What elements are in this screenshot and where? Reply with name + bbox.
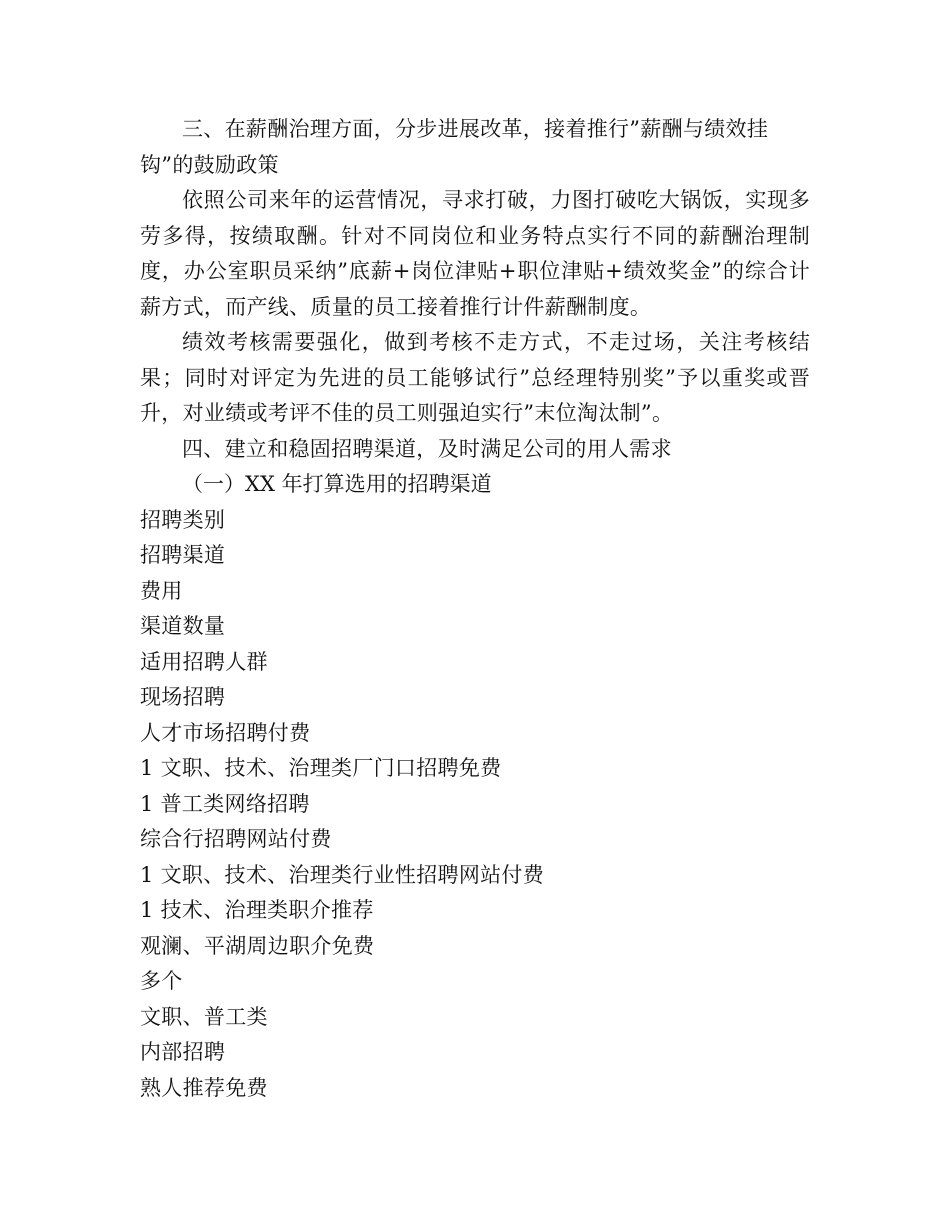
list-item: 1 普工类网络招聘 xyxy=(140,791,310,816)
section-4-heading: 四、建立和稳固招聘渠道，及时满足公司的用人需求 xyxy=(182,436,672,461)
list-item: 1 文职、技术、治理类厂门口招聘免费 xyxy=(140,756,502,780)
list-item: 现场招聘 xyxy=(140,685,226,709)
list-item: 1 技术、治理类职介推荐 xyxy=(140,898,374,922)
list-item: 熟人推荐免费 xyxy=(140,1075,268,1100)
list-item: 费用 xyxy=(140,578,183,603)
list-item: 内部招聘 xyxy=(140,1040,226,1064)
list-item: 多个 xyxy=(140,969,183,993)
section-3-paragraph-2: 绩效考核需要强化，做到考核不走方式，不走过场，关注考核结果；同时对评定为先进的员工能够试行”总经理特别奖”予以重奖或晋升，对业绩或考评不佳的员工则强迫实行”末位淘汰制”。 xyxy=(140,330,810,425)
recruitment-channel-list xyxy=(140,503,810,1107)
list-item: 文职、普工类 xyxy=(140,1004,268,1029)
list-item: 招聘渠道 xyxy=(140,543,226,567)
section-3-heading: 三、在薪酬治理方面，分步进展改革，接着推行”薪酬与绩效挂钩”的鼓励政策 xyxy=(140,117,769,177)
section-4-subheading: （一）XX 年打算选用的招聘渠道 xyxy=(182,472,492,496)
list-item: 1 文职、技术、治理类行业性招聘网站付费 xyxy=(140,862,545,887)
list-item: 综合行招聘网站付费 xyxy=(140,827,332,851)
list-item: 观澜、平湖周边职介免费 xyxy=(140,933,375,958)
list-item: 渠道数量 xyxy=(140,614,226,638)
list-item: 适用招聘人群 xyxy=(140,649,268,674)
list-item: 招聘类别 xyxy=(140,507,226,532)
section-3-paragraph-1: 依照公司来年的运营情况，寻求打破，力图打破吃大锅饭，实现多劳多得，按绩取酬。针对不同岗位和业务特点实行不同的薪酬治理制度，办公室职员采纳”底薪+岗位津贴+职位津贴+绩效奖金”的综合计薪方式，而产线、质量的员工接着推行计件薪酬制度。 xyxy=(140,188,810,319)
list-item: 人才市场招聘付费 xyxy=(140,720,311,745)
